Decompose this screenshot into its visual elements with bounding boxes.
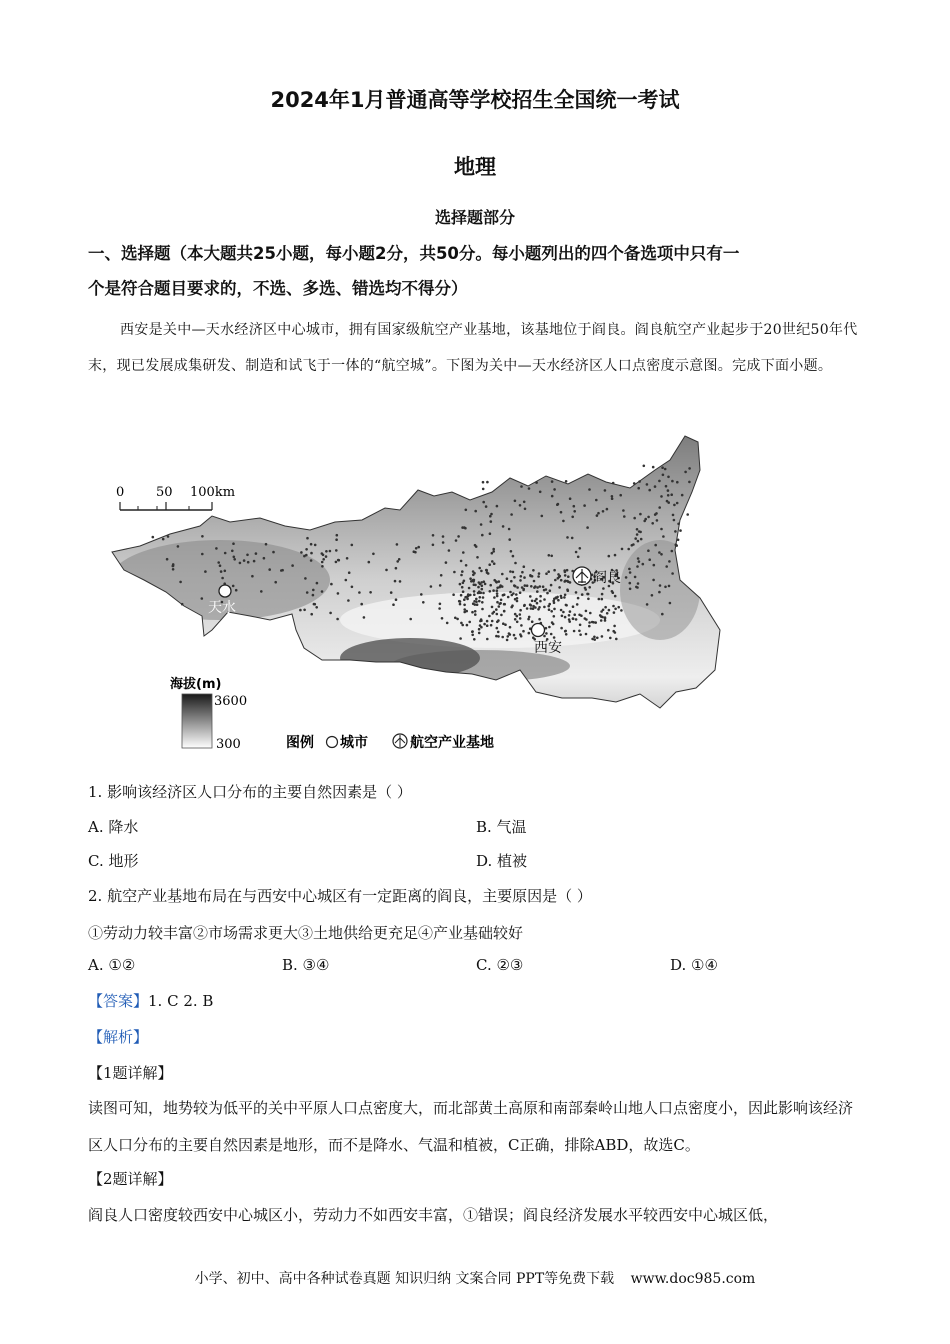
footer-url[interactable]: www.doc985.com xyxy=(630,1271,756,1287)
instructions-line-2: 个是符合题目要求的，不选、多选、错选均不得分） xyxy=(88,279,468,298)
question-2-stem: 2. 航空产业基地布局在与西安中心城区有一定距离的阎良，主要原因是（ ） xyxy=(88,887,592,905)
detail-2-text: 阎良人口密度较西安中心城区小，劳动力不如西安丰富，①错误；阎良经济发展水平较西安中心城区低， xyxy=(88,1206,779,1224)
elevation-min: 300 xyxy=(216,737,241,752)
q2-option-d[interactable]: D. ①④ xyxy=(670,956,718,974)
q2-option-a[interactable]: A. ①② xyxy=(88,956,136,974)
q1-option-c[interactable]: C. 地形 xyxy=(88,852,139,870)
elevation-max: 3600 xyxy=(214,694,248,709)
q2-option-c[interactable]: C. ②③ xyxy=(476,956,524,974)
detail-1-text: 读图可知，地势较为低平的关中平原人口点密度大，而北部黄土高原和南部秦岭山地人口点密度小，因此影响该经济区人口分布的主要自然因素是地形，而不是降水、气温和植被，C正确，排除ABD，故选C。 xyxy=(88,1099,854,1154)
map-figure xyxy=(100,430,740,760)
population-density-map xyxy=(100,430,740,760)
elevation-title: 海拔(m) xyxy=(170,677,222,692)
elevation-legend xyxy=(170,676,247,752)
legend-title: 图例 xyxy=(286,735,314,751)
elevation-gradient xyxy=(182,694,212,748)
section-title: 选择题部分 xyxy=(434,208,515,227)
analysis-label: 【解析】 xyxy=(88,1028,149,1046)
question-2-statements: ①劳动力较丰富②市场需求更大③土地供给更充足④产业基础较好 xyxy=(88,924,524,942)
page-footer xyxy=(0,1268,950,1288)
exam-title: 2024年1月普通高等学校招生全国统一考试 xyxy=(270,88,680,112)
detail-1-heading: 【1题详解】 xyxy=(88,1064,173,1082)
section-instructions xyxy=(88,236,868,306)
scale-label-100: 100km xyxy=(190,485,236,500)
q1-option-b[interactable]: B. 气温 xyxy=(476,818,527,836)
q1-option-d[interactable]: D. 植被 xyxy=(476,852,528,870)
aviation-base-label: 阎良 xyxy=(593,570,621,586)
footer-left-text: 小学、初中、高中各种试卷真题 知识归纳 文案合同 PPT等免费下载 xyxy=(194,1271,615,1287)
q1-option-a[interactable]: A. 降水 xyxy=(88,818,139,836)
answer-label: 【答案】 xyxy=(88,992,149,1010)
instructions-line-1: 一、选择题（本大题共25小题，每小题2分，共50分。每小题列出的四个备选项中只有一 xyxy=(88,244,740,263)
legend-base-label-text: 航空产业基地 xyxy=(410,735,494,751)
legend-city-label: 城市 xyxy=(340,735,368,751)
scale-bar xyxy=(116,485,235,510)
city-tianshui-label: 天水 xyxy=(208,600,236,616)
scale-label-50: 50 xyxy=(156,485,173,500)
city-xian-label: 西安 xyxy=(534,640,562,656)
map-legend xyxy=(286,734,494,751)
detail-2-heading: 【2题详解】 xyxy=(88,1170,173,1188)
answer-text: 1. C 2. B xyxy=(148,992,214,1010)
legend-city-icon xyxy=(327,737,338,748)
q2-option-b[interactable]: B. ③④ xyxy=(282,956,330,974)
answer-line xyxy=(88,990,213,1011)
question-1-stem: 1. 影响该经济区人口分布的主要自然因素是（ ） xyxy=(88,783,412,801)
question-passage: 西安是关中—天水经济区中心城市，拥有国家级航空产业基地，该基地位于阎良。阎良航空产业起步于20世纪50年代末，现已发展成集研发、制造和试飞于一体的“航空城”。下图为关中—天水经济区人口点密度示意图。完成下面小题。 xyxy=(88,322,858,374)
subject-title: 地理 xyxy=(454,155,496,179)
aviation-base-yanliang xyxy=(573,567,621,586)
scale-label-0: 0 xyxy=(116,485,125,500)
